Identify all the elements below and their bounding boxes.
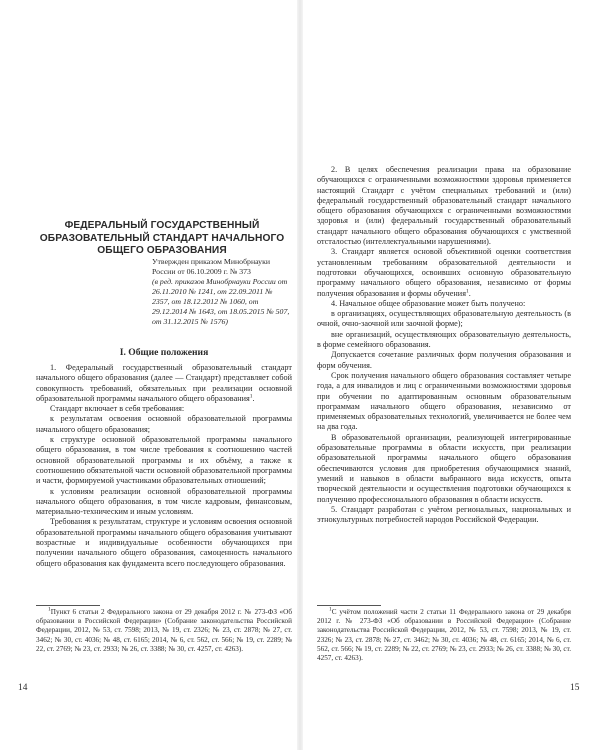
paragraph: 5. Стандарт разработан с учётом региональных, национальных и этнокультурных потребностей народов Российской Федерации. [317,504,571,525]
footnote-rule [317,605,381,606]
paragraph-1-text: 1. Федеральный государственный образовательный стандарт начального общего образования (далее — Стандарт) представляет собой совокупность требований, обязательных при реализации основной образовательной программы начального общего образования [36,363,292,403]
paragraph: к результатам освоения основной образовательной программы начального общего образования; [36,414,292,434]
footnote-ref: 1 [249,393,253,400]
paragraph: к условиям реализации основной образовательной программы начального общего образования, в том числе кадровым, финансовым, материально-техническим и иным условиям. [36,486,292,517]
footnote-text: С учётом положений части 2 статьи 11 Федерального закона от 29 декабря 2012 г. № 273-ФЗ «Об образовании в Российской Федерации» (Собрание законодательства Российской Федерации, 2012, № 53, ст. 7598; 2013, № 19, ст. 2326; № 23, ст. 2878; № 27, ст. 3462; № 30, ст. 4036; № 48, ст. 6165; 2014, № 6, ст. 562, ст. 566; № 19, ст. 2289; № 22, ст. 2769; № 23, ст. 2933; № 26, ст. 3388; № 30, ст. 4257, ст. 4263). [317,608,571,663]
footnote-mark: 1 [48,606,51,613]
footnote-text: Пункт 6 статьи 2 Федерального закона от 29 декабря 2012 г. № 273-ФЗ «Об образовании в Российской Федерации» (Собрание законодательства Российской Федерации, 2012, № 53, ст. 7598; 2013, № 19, ст. 2326; № 23, ст. 2878; № 27, ст. 3462; № 30, ст. 4036; № 48, ст. 6165; 2014, № 6, ст. 562, ст. 566; № 19, ст. 2289; № 22, ст. 2769; № 23, ст. 2933; № 26, ст. 3388; № 30, ст. 4257, ст. 4263). [36,608,292,653]
footnote-rule [36,605,100,606]
approval-line: Утвержден приказом Минобрнауки России от 06.10.2009 г. № 373 [152,257,271,276]
paragraph: Срок получения начального общего образования составляет четыре года, а для инвалидов и лиц с ограниченными возможностями здоровья при обучении по адаптированным основным образовательным программам начального общего образования, независимо от применяемых образовательных технологий, увеличивается не более чем на два года. [317,370,571,432]
paragraph: В образовательной организации, реализующей интегрированные образовательные программы в области искусств, при реализации образовательной программы начального общего образования обеспечиваются условия для приобретения обучающимися знаний, умений и навыков в области выбранного вида искусств, опыта творческой деятельности и осуществления подготовки обучающихся к получению профессионального образования в области искусств. [317,432,571,504]
document-heading: ФЕДЕРАЛЬНЫЙ ГОСУДАРСТВЕННЫЙ ОБРАЗОВАТЕЛЬНЫЙ СТАНДАРТ НАЧАЛЬНОГО ОБЩЕГО ОБРАЗОВАНИЯ [39,220,285,256]
approval-block [152,257,292,327]
left-body-text [36,363,292,569]
section-title: I. Общие положения [119,347,209,358]
paragraph: вне организаций, осуществляющих образовательную деятельность, в форме семейного образования. [317,329,571,350]
paragraph: в организациях, осуществляющих образовательную деятельность (в очной, очно-заочной или заочной форме); [317,309,571,329]
paragraph: к структуре основной образовательной программы начального общего образования, в том числе требования к соотношению частей основной образовательной программы и их объёму, а также к соотношению обязательной части основной образовательной программы и части, формируемой участниками образовательных отношений; [36,435,292,486]
footnote [36,608,292,654]
footnote [317,608,571,663]
footnote-mark: 1 [329,606,332,613]
paragraph-3: 3. Стандарт является основой объективной оценки соответствия установленным требованиям образовательной деятельности и подготовки обучающихся, освоивших основную образовательную программу начального общего образования, независимо от формы получения образования и формы обучения$^1$. [317,247,571,298]
paragraph: 2. В целях обеспечения реализации права на образование обучающихся с ограниченными возможностями здоровья применяется настоящий Стандарт с учётом специальных требований и (или) федеральный государственный образовательный стандарт начального общего образования обучающихся с ограниченными возможностями здоровья и (или) федеральный государственный образовательный стандарт начального общего образования обучающихся с умственной отсталостью (интеллектуальными нарушениями). [317,165,571,247]
paragraph: 4. Начальное общее образование может быть получено: [331,298,526,308]
paragraph: Требования к результатам, структуре и условиям освоения основной образовательной программы начального общего образования учитывают возрастные и индивидуальные особенности обучающихся при получении начального общего образования, самоценность начального общего образования как фундамента всего последующего образования. [36,517,292,568]
paragraph: Допускается сочетание различных форм получения образования и форм обучения. [317,350,571,370]
paragraph-3-text: 3. Стандарт является основой объективной оценки соответствия установленным требованиям образовательной деятельности и подготовки обучающихся, освоивших основную образовательную программу начального общего образования, независимо от формы получения образования и формы обучения [317,247,571,298]
paragraph-1: 1. Федеральный государственный образовательный стандарт начального общего образования (далее — Стандарт) представляет собой совокупность требований, обязательных при реализации основной образовательной программы начального общего образования$^1$. [36,363,292,403]
page-number-left: 14 [18,683,28,693]
page-number-right: 15 [570,683,580,693]
paragraph: Стандарт включает в себя требования: [50,404,185,414]
right-body-text [317,165,571,525]
approval-amendments: (в ред. приказов Минобрнауки России от 26.11.2010 № 1241, от 22.09.2011 № 2357, от 18.12.2012 № 1060, от 29.12.2014 № 1643, от 18.05.2015 № 507, от 31.12.2015 № 1576) [152,277,290,326]
footnote-ref: 1 [465,287,469,294]
